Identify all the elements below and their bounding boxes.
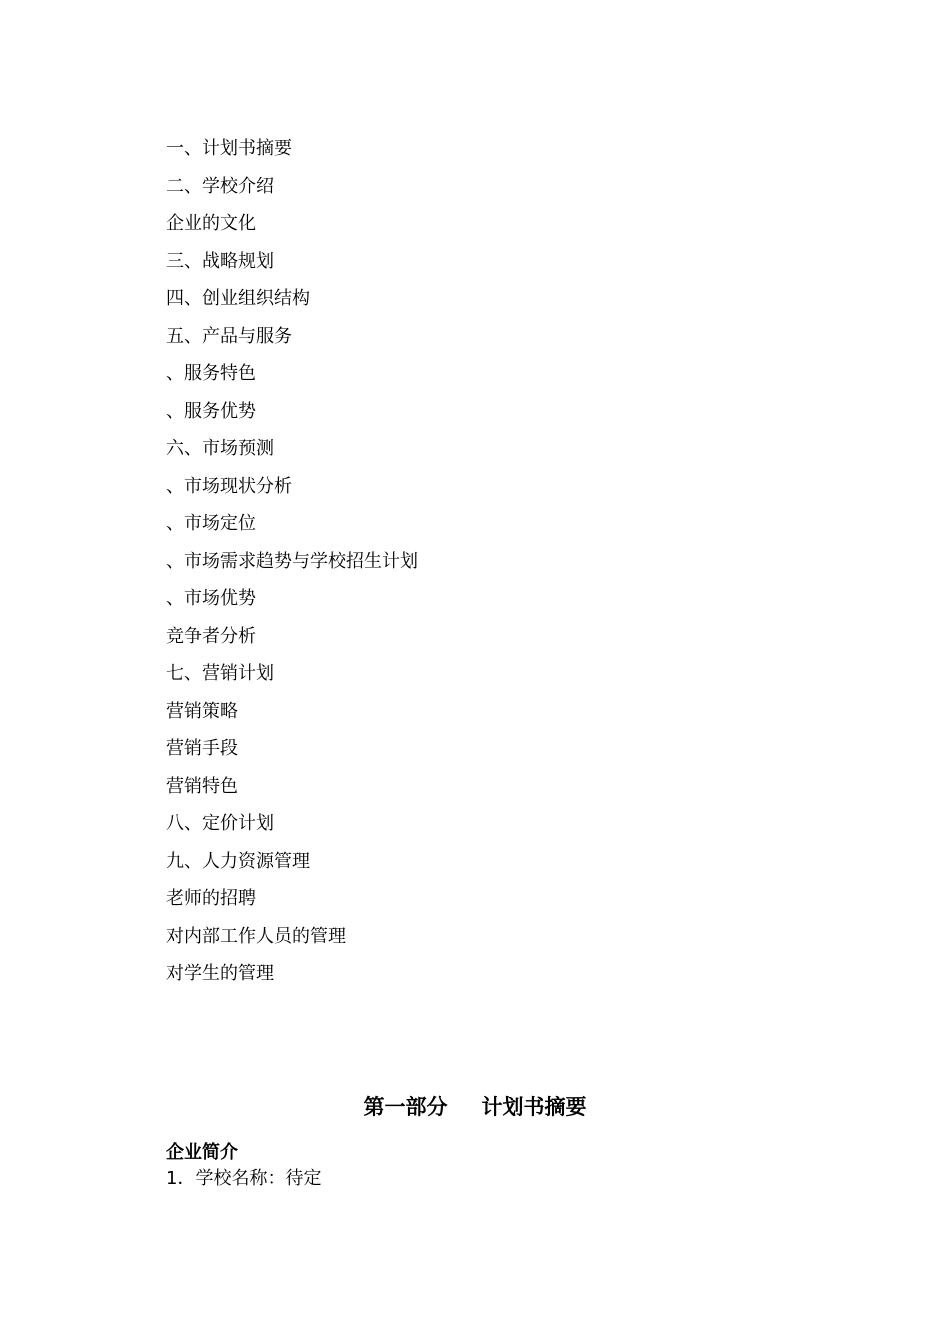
school-name-line: 1．学校名称：待定 bbox=[166, 1168, 322, 1189]
section-part-label: 第一部分 bbox=[363, 1095, 448, 1119]
toc-item: 四、创业组织结构 bbox=[166, 288, 310, 309]
toc-item: 三、战略规划 bbox=[166, 250, 274, 272]
toc-item: 九、人力资源管理 bbox=[166, 850, 310, 872]
toc-item: 对内部工作人员的管理 bbox=[166, 925, 346, 947]
toc-item: 、服务优势 bbox=[166, 400, 256, 422]
toc-item: 、服务特色 bbox=[166, 363, 256, 384]
toc-item: 五、产品与服务 bbox=[166, 325, 292, 347]
toc-item: 对学生的管理 bbox=[166, 963, 274, 984]
section-heading bbox=[0, 1092, 950, 1122]
toc-item: 二、学校介绍 bbox=[166, 175, 274, 197]
section-title: 计划书摘要 bbox=[481, 1095, 587, 1119]
toc-item: 、市场定位 bbox=[166, 513, 256, 534]
toc-item: 八、定价计划 bbox=[166, 813, 274, 834]
toc-item: 营销策略 bbox=[166, 700, 238, 722]
toc-item: 七、营销计划 bbox=[166, 663, 274, 684]
toc-item: 、市场需求趋势与学校招生计划 bbox=[166, 550, 418, 572]
toc-item: 一、计划书摘要 bbox=[166, 138, 292, 159]
company-intro-heading: 企业简介 bbox=[166, 1142, 238, 1163]
toc-item: 企业的文化 bbox=[166, 213, 256, 234]
toc-item: 六、市场预测 bbox=[166, 438, 274, 459]
toc-item: 、市场优势 bbox=[166, 588, 256, 609]
toc-item: 竞争者分析 bbox=[166, 625, 256, 647]
table-of-contents bbox=[166, 132, 418, 995]
toc-item: 老师的招聘 bbox=[166, 888, 256, 909]
toc-item: 营销手段 bbox=[166, 738, 238, 759]
toc-item: 营销特色 bbox=[166, 775, 238, 797]
toc-item: 、市场现状分析 bbox=[166, 475, 292, 497]
